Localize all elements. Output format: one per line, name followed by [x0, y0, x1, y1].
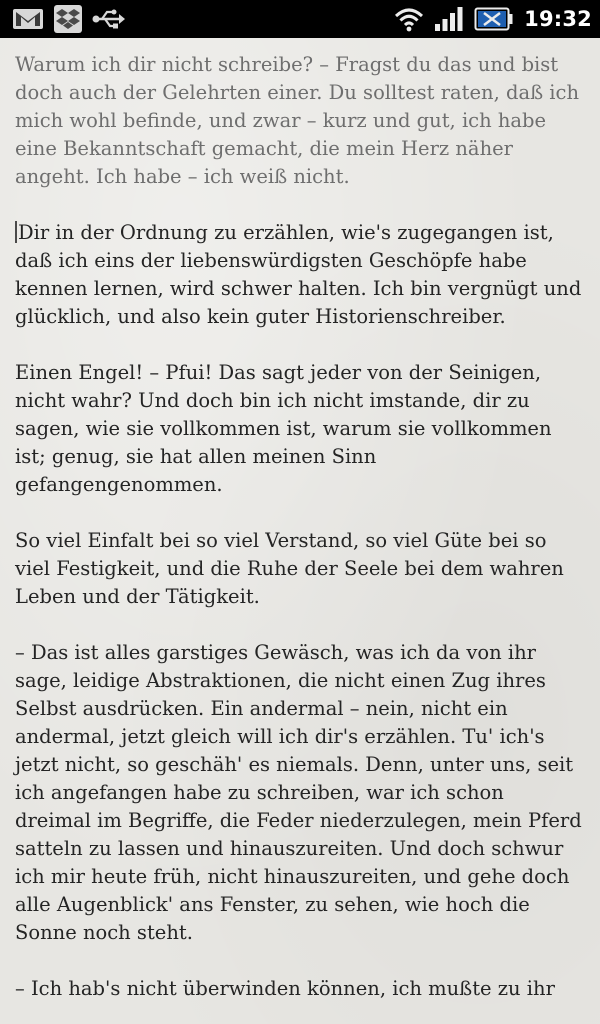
clock: 19:32	[524, 7, 592, 31]
paragraph: – Das ist alles garstiges Gewäsch, was ich da von ihr sage, leidige Abstraktionen, die nicht einen Zug ihres Selbst ausdrücken. Ein andermal – nein, nicht ein andermal, jetzt gleich will ich dir's erzählen. Tu' ich's jetzt nicht, so geschäh' es niemals. Denn, unter uns, seit ich angefangen habe zu schreiben, war ich schon dreimal im Begriffe, die Feder niederzulegen, mein Pferd satteln zu lassen und hinauszureiten. Und doch schwur ich mir heute früh, nicht hinauszureiten, und gehe doch alle Augenblick' ans Fenster, zu sehen, wie hoch die Sonne noch steht.	[15, 641, 582, 944]
system-indicators	[384, 6, 592, 32]
paragraph: Warum ich dir nicht schreibe? – Fragst du das und bist doch auch der Gelehrten einer. Du solltest raten, daß ich mich wohl befinde, und zwar – kurz und gut, ich habe eine Bekanntschaft gemacht, die mein Herz näher angeht. Ich habe – ich weiß nicht.	[15, 53, 580, 188]
status-bar	[0, 0, 600, 38]
gmail-icon[interactable]	[12, 6, 44, 32]
book-text	[15, 51, 585, 1024]
paragraph: Einen Engel! – Pfui! Das sagt jeder von der Seinigen, nicht wahr? Und doch bin ich nicht imstande, dir zu sagen, wie sie vollkommen ist, warum sie vollkommen ist; genug, sie hat allen meinen Sinn gefangengenommen.	[15, 361, 552, 496]
dropbox-icon[interactable]	[53, 4, 83, 34]
paragraph-text: Dir in der Ordnung zu erzählen, wie's zugegangen ist, daß ich eins der liebenswürdigsten Geschöpfe habe kennen lernen, wird schwer halten. Ich bin vergnügt und glücklich, und also kein guter Historienschreiber.	[15, 221, 582, 328]
paragraph-with-cursor	[15, 219, 585, 331]
text-cursor	[15, 221, 17, 243]
usb-icon	[92, 8, 126, 30]
wifi-icon	[394, 6, 424, 32]
reader-page[interactable]	[0, 38, 600, 1024]
battery-icon	[474, 6, 514, 32]
paragraph: So viel Einfalt bei so viel Verstand, so viel Güte bei so viel Festigkeit, und die Ruhe der Seele bei dem wahren Leben und der Tätigkeit.	[15, 529, 564, 608]
notification-icons	[12, 4, 135, 34]
paragraph: – Ich hab's nicht überwinden können, ich mußte zu ihr	[15, 977, 555, 1000]
signal-icon	[434, 6, 464, 32]
